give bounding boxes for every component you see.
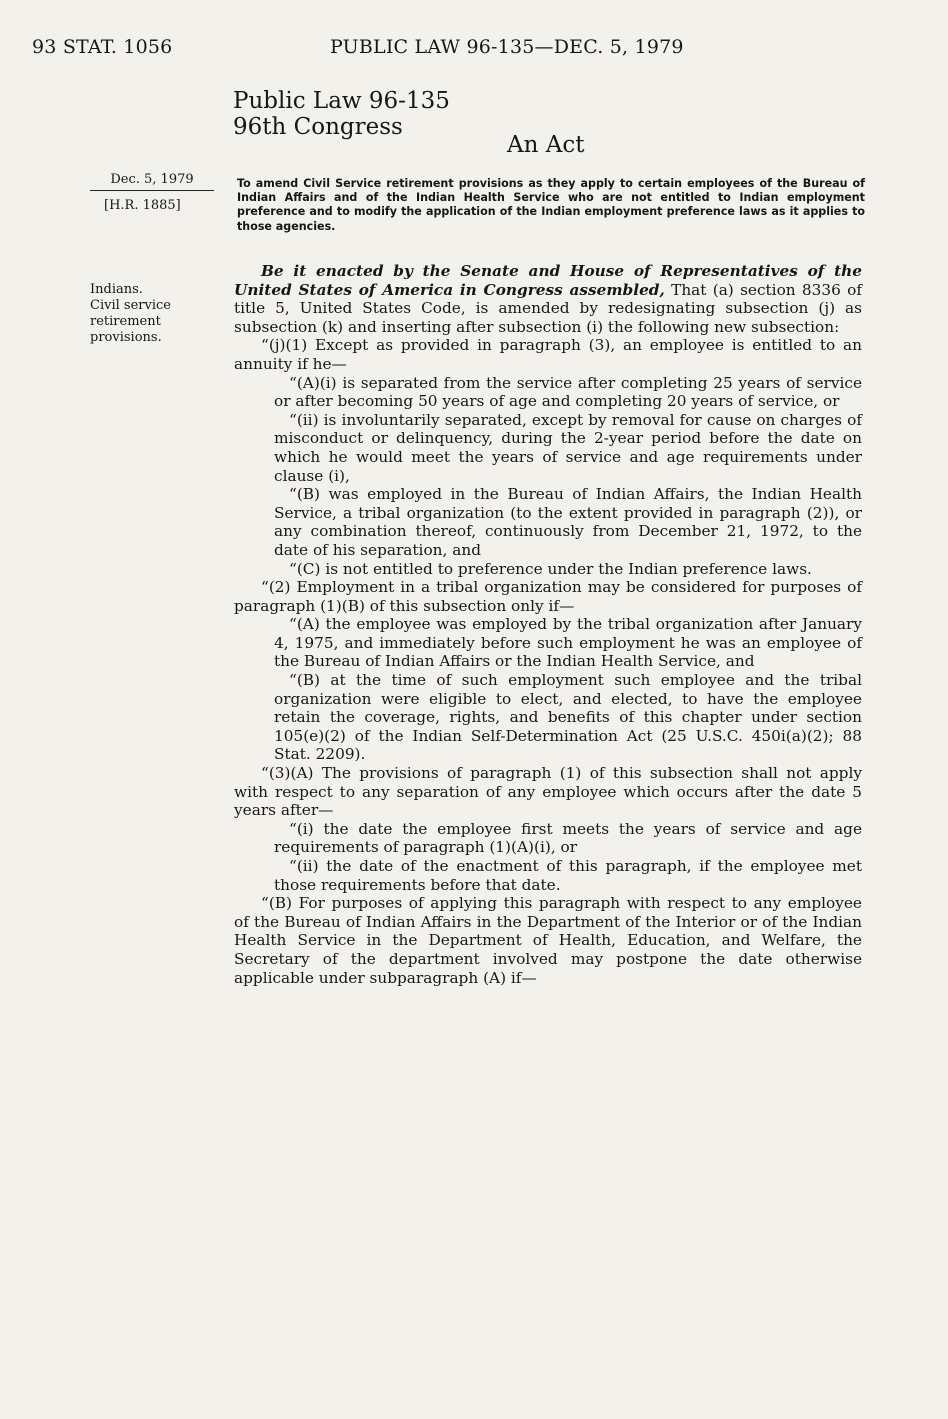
statute-paragraph: “(A) the employee was employed by the tribal organization after January 4, 1975, and immediately before such employment he was an employee of the Bureau of Indian Affairs or the Indian Health Service, and (274, 615, 862, 671)
statute-paragraph: “(2) Employment in a tribal organization may be considered for purposes of paragraph (1)(B) of this subsection only if— (234, 578, 862, 615)
margin-bill-number: [H.R. 1885] (104, 198, 181, 213)
margin-topic-line: Civil service (90, 298, 171, 313)
statute-paragraph: “(B) was employed in the Bureau of Indian Affairs, the Indian Health Service, a tribal organization (to the extent provided in paragraph (2)), or any combination thereof, continuously from December 21, 1972, to the date of his separation, and (274, 485, 862, 559)
statute-paragraph: “(B) For purposes of applying this paragraph with respect to any employee of the Bureau of Indian Affairs in the Department of the Interior or of the Indian Health Service in the Department of Health, Education, and Welfare, the Secretary of the department involved may postpone the date otherwise applicable under subparagraph (A) if— (234, 894, 862, 987)
enacting-paragraph (234, 262, 862, 336)
margin-topic-line: retirement (90, 314, 161, 329)
statute-paragraph: “(B) at the time of such employment such employee and the tribal organization were eligible to elect, and elected, to have the employee retain the coverage, rights, and benefits of this chapter under section 105(e)(2) of the Indian Self-Determination Act (25 U.S.C. 450i(a)(2); 88 Stat. 2209). (274, 671, 862, 764)
act-summary: To amend Civil Service retirement provisions as they apply to certain employees of the Bureau of Indian Affairs and of the Indian Health Service who are not entitled to Indian employment preference and to modify the application of the Indian employment preference laws as it applies to those agencies. (237, 177, 865, 233)
enacting-rest: That (a) section 8336 of title 5, United States Code, is amended by redesignating subsection (j) as subsection (k) and inserting after subsection (i) the following new subsection: (234, 280, 863, 336)
margin-topic-line: Indians. (90, 282, 143, 297)
subsection-paragraphs (234, 336, 862, 987)
act-heading: An Act (507, 132, 585, 158)
statute-paragraph: “(C) is not entitled to preference under the Indian preference laws. (289, 559, 812, 578)
margin-topic (90, 282, 220, 346)
statute-paragraph: “(i) the date the employee first meets the years of service and age requirements of paragraph (1)(A)(i), or (274, 819, 862, 857)
law-title-block (233, 88, 450, 140)
act-body (234, 262, 862, 987)
congress-number: 96th Congress (233, 114, 403, 140)
statute-paragraph: “(ii) is involuntarily separated, except by removal for cause on charges of misconduct or delinquency, during the 2-year period before the date on which he would meet the years of service and age requirements under clause (i), (274, 410, 862, 485)
statute-paragraph: “(j)(1) Except as provided in paragraph (3), an employee is entitled to an annuity if he— (234, 336, 862, 373)
statute-paragraph: “(3)(A) The provisions of paragraph (1) of this subsection shall not apply with respect to any separation of any employee which occurs after the date 5 years after— (234, 764, 862, 820)
statute-paragraph: “(ii) the date of the enactment of this paragraph, if the employee met those requirements before that date. (274, 857, 862, 894)
margin-date: Dec. 5, 1979 (90, 172, 214, 191)
stat-page-number: 93 STAT. 1056 (32, 36, 173, 58)
statute-paragraph: “(A)(i) is separated from the service after completing 25 years of service or after becoming 50 years of age and completing 20 years of service, or (274, 373, 862, 411)
margin-topic-line: provisions. (90, 330, 162, 345)
enacting-clause: Be it enacted by the Senate and House of Representatives of the United States of America in Congress assembled, (234, 262, 862, 299)
public-law-number: Public Law 96-135 (233, 88, 450, 114)
running-header: PUBLIC LAW 96-135—DEC. 5, 1979 (330, 36, 684, 58)
